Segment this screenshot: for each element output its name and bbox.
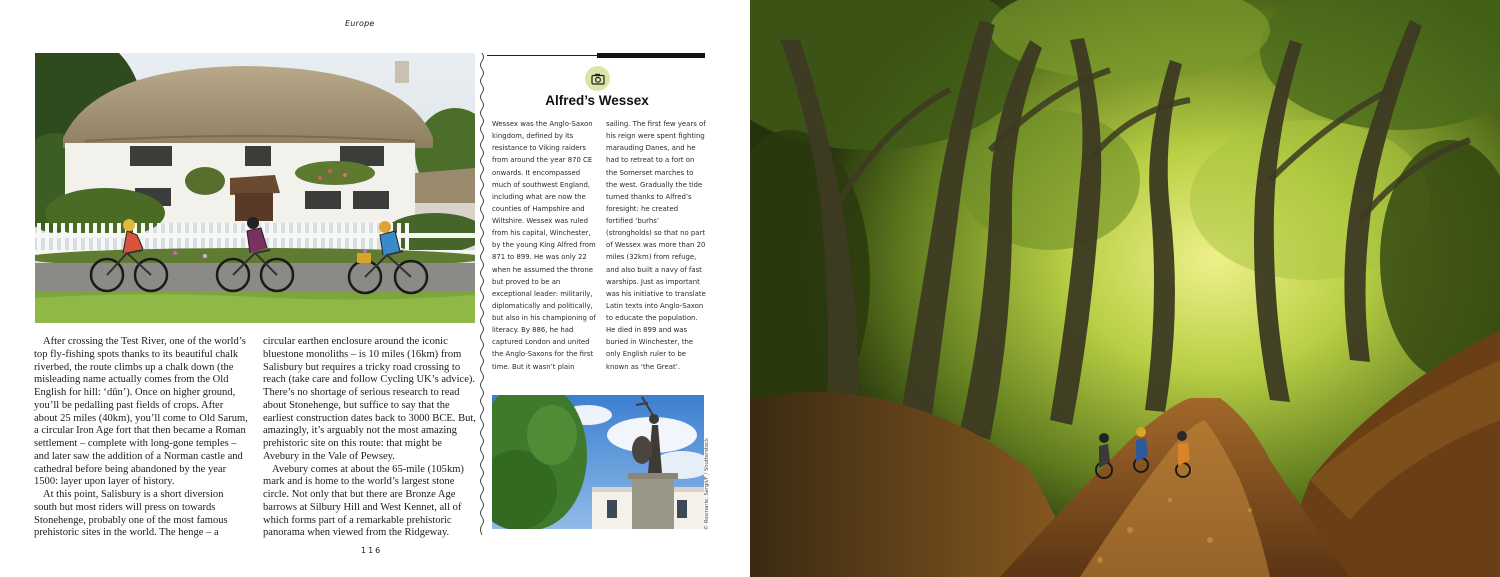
body-text-column-2 — [263, 336, 477, 540]
sidebar-text-column-2: sailing. The first few years of his reign were spent fighting marauding Danes, and he had to retreat to a fort on the Somerset marches to the west. Gradually the tide turned thanks to Alfred’s foresight: he created fortified ‘burhs’ (strongholds) so that no part of Wessex was more than 20 miles (32km) from refuge, and also built a navy of fast warships. Just as important was his initiative to translate Latin texts into Anglo-Saxon to educate the population. He died in 899 and was buried in Winchester, the only English ruler to be known as ‘the Great’. — [606, 120, 706, 371]
right-page — [750, 0, 1500, 577]
body-text-column-1 — [34, 336, 248, 540]
sidebar-badge — [585, 66, 610, 91]
alfred-statue-photo — [492, 395, 704, 529]
body-paragraph: At this point, Salisbury is a short diversion south but most riders will press on towards Stonehenge, probably one of the most famous prehistoric sites in the world. The henge – a — [34, 489, 228, 539]
wavy-divider — [478, 53, 486, 535]
body-paragraph: After crossing the Test River, one of the world’s top fly-fishing spots thanks to its beautiful chalk riverbed, the route climbs up a chalk down (the misleading name actually comes from the Old English for hill: ‘dūn’). Once on higher ground, you’ll be pedalling past fields of crops. After about 25 miles (40km), you’ll come to Old Sarum, a circular Iron Age fort that then became a Roman settlement – complete with long-gone temples – and later saw the addition of a Norman castle and cathedral before being abandoned by the year 1500: layer upon layer of history. — [34, 336, 248, 488]
page-number: 116 — [361, 546, 383, 555]
body-paragraph: circular earthen enclosure around the iconic bluestone monoliths – is 10 miles (16km) from Salisbury but requires a tricky road crossing to reach (take care and follow Cycling UK’s advice). There’s no shortage of serious research to read about Stonehenge, but suffice to say that the earliest construction dates back to 3000 BCE. But, amazingly, it’s arguably not the most amazing prehistoric site on this route: that might be Avebury in the Vale of Pewsey. — [263, 336, 476, 462]
body-paragraph: Avebury comes at about the 65-mile (105km) mark and is home to the world’s largest stone circle. Not only that but there are Bronze Age barrows at Silbury Hill and West Kennet, all of which forms part of a remarkable prehistoric panorama when viewed from the Ridgeway. — [263, 463, 464, 539]
sidebar-text-column-1: Wessex was the Anglo-Saxon kingdom, defined by its resistance to Viking raiders from around the year 870 CE onwards. It encompassed much of southwest England, including what are now the counties of Hampshire and Wiltshire. Wessex was ruled from his capital, Winchester, by the young King Alfred from 871 to 899. He was only 22 when he assumed the throne but proved to be an exceptional leader: militarily, diplomatically and politically, but also in his championing of literacy. By 886, he had captured London and united the Anglo-Saxons for the first time. But it wasn’t plain — [492, 120, 596, 371]
forest-holloway-photo — [750, 0, 1500, 577]
sidebar-rule-thick — [597, 53, 705, 58]
running-head: Europe — [345, 19, 375, 28]
sidebar-top-rule — [487, 53, 705, 58]
camera-icon — [591, 73, 605, 85]
sidebar-rule-thin — [487, 55, 597, 56]
sidebar-title: Alfred’s Wessex — [545, 93, 649, 108]
cottage-cyclists-photo — [35, 53, 475, 323]
photo-credit: © Rosmarie; Sergii/F / Shutterstock — [704, 438, 710, 530]
